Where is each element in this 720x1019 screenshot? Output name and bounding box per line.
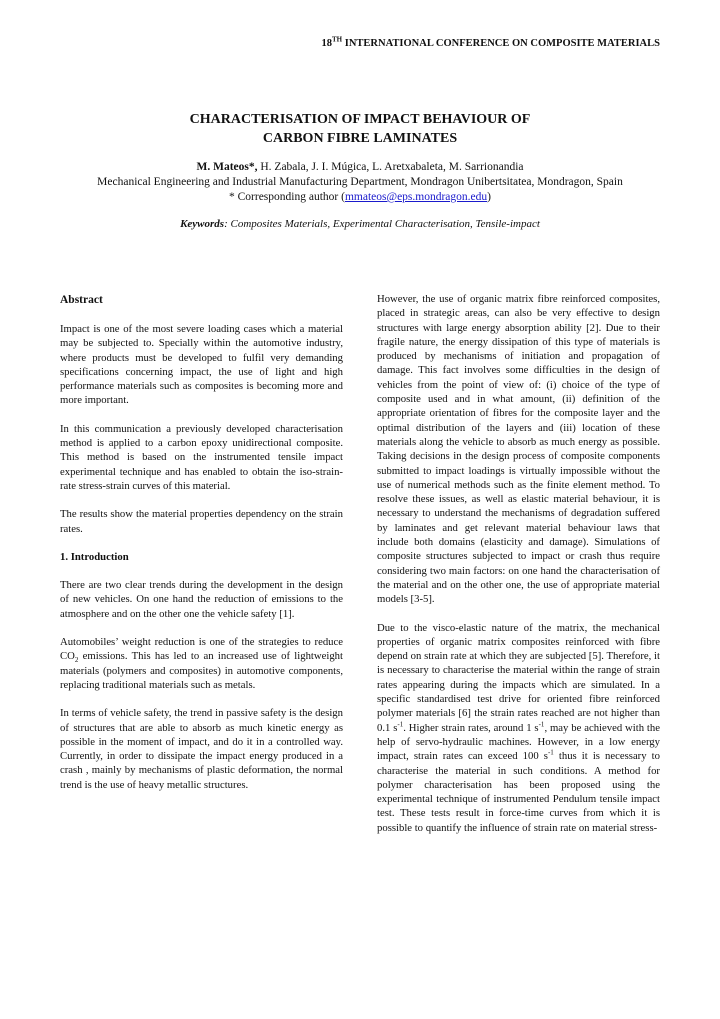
title-line-2: CARBON FIBRE LAMINATES [262, 131, 458, 146]
author-list: M. Mateos*, H. Zabala, J. I. Múgica, L. Aretxabaleta, M. Sarrionandia [196, 161, 524, 173]
right-paragraph-2: Due to the visco-elastic nature of the matrix, the mechanical properties of organic matrix composites reinforced with fibre depend on strain rate at which they are subjected [5]. Therefore, it is necessary to characterise the material within the range of strain rates appearing during the impacts which are simulated. In a specific standardised test drive for oriented fibre reinforced polymer materials [6] the strain rates reached are not higher than 0.1 $s^{-1}$. Higher strain rates, around 1 $s^{-1}$, may be achieved with the help of servo-hydraulic machines. However, in a low energy impact, strain rates can exceed 100 $s^{-1}$ thus it is necessary to characterise the material in such conditions. A method for polymer characterisation has been proposed using the experimental technique of instrumented Pendulum tensile impact test. These tests result in force-time curves from which it is possible to quantify the influence of strain rate on material stress- [377, 621, 660, 834]
email-link[interactable]: mmateos@eps.mondragon.edu [344, 191, 488, 203]
right-paragraph-1: However, the use of organic matrix fibre reinforced composites, placed in strategic areas, can also be very effective to design structures with large energy absorption ability [2]. Due to their fragile nature, the energy dissipation of this type of materials is produced by mechanisms of initiation and propagation of damage. This fact involves some difficulties in the design of vehicles from the point of view of: (i) choice of the type of composite used and in what amount, (ii) definition of the appropriate orientation of fibres for the composite layer and the optimal distribution of the layers and (iii) location of these materials along the vehicle to absorb as much energy as possible. Taking decisions in the design process of composite components submitted to impact loadings is virtually impossible without the use of numerical methods such as the finite element method. To resolve these issues, as well as elastic material behaviour, it is necessary to understand the mechanisms of degradation suffered by laminates and get relevant material behaviour laws that include both domains (elasticity and damage). Simulations of composite structures subjected to impact or crash thus require considering two main factors: on one hand the characterisation of the material and on the other one, the use of appropriate material models [3-5]. [377, 293, 660, 606]
abstract-heading: Abstract [60, 294, 103, 306]
keywords-label: Keywords [180, 218, 225, 230]
conference-header: 18TH INTERNATIONAL CONFERENCE ON COMPOSITE MATERIALS [321, 35, 660, 49]
corresponding-author: * Corresponding author (mmateos@eps.mondragon.edu) [229, 191, 491, 203]
author-block [0, 160, 720, 205]
intro-paragraph-1: There are two clear trends during the development in the design of new vehicles. On one hand the reduction of emissions to the atmosphere and on the other one the vehicle safety [1]. [60, 579, 343, 620]
lead-author: M. Mateos*, [196, 161, 258, 173]
intro-paragraph-3: In terms of vehicle safety, the trend in passive safety is the design of structures that are able to absorb as much kinetic energy as possible in the moment of impact, and do it in a controlled way. Currently, in order to dissipate the impact energy produced in a crash , mainly by mechanisms of plastic deformation, the normal trend is the use of heavy metallic structures. [60, 707, 343, 791]
intro-paragraph-2: Automobiles’ weight reduction is one of the strategies to reduce $CO_2$ emissions. This has led to an increased use of lightweight materials (polymers and composites) in automotive components, replacing traditional materials such as metals. [60, 636, 343, 691]
right-column [377, 292, 660, 849]
introduction-heading: 1. Introduction [60, 550, 129, 563]
keywords-line [0, 218, 720, 230]
affiliation: Mechanical Engineering and Industrial Manufacturing Department, Mondragon Unibertsitatea, Mondragon, Spain [97, 176, 623, 188]
left-column [60, 292, 343, 806]
keywords-value: : Composites Materials, Experimental Characterisation, Tensile-impact [224, 218, 540, 230]
abstract-paragraph-1: Impact is one of the most severe loading cases which a material may be subjected to. Specially within the automotive industry, where products must be developed to fulfil very demanding specifications concerning impact, the use of light and high performance materials such as composites is becoming more and more important. [60, 323, 343, 407]
abstract-paragraph-3: The results show the material properties dependency on the strain rates. [60, 508, 343, 535]
abstract-paragraph-2: In this communication a previously developed characterisation method is applied to a carbon epoxy unidirectional composite. This method is based on the instrumented tensile impact experimental technique and has enabled to obtain the iso-strain-rate stress-strain curves of this material. [60, 422, 343, 492]
paper-title [0, 110, 720, 148]
title-line-1: CHARACTERISATION OF IMPACT BEHAVIOUR OF [189, 112, 531, 127]
